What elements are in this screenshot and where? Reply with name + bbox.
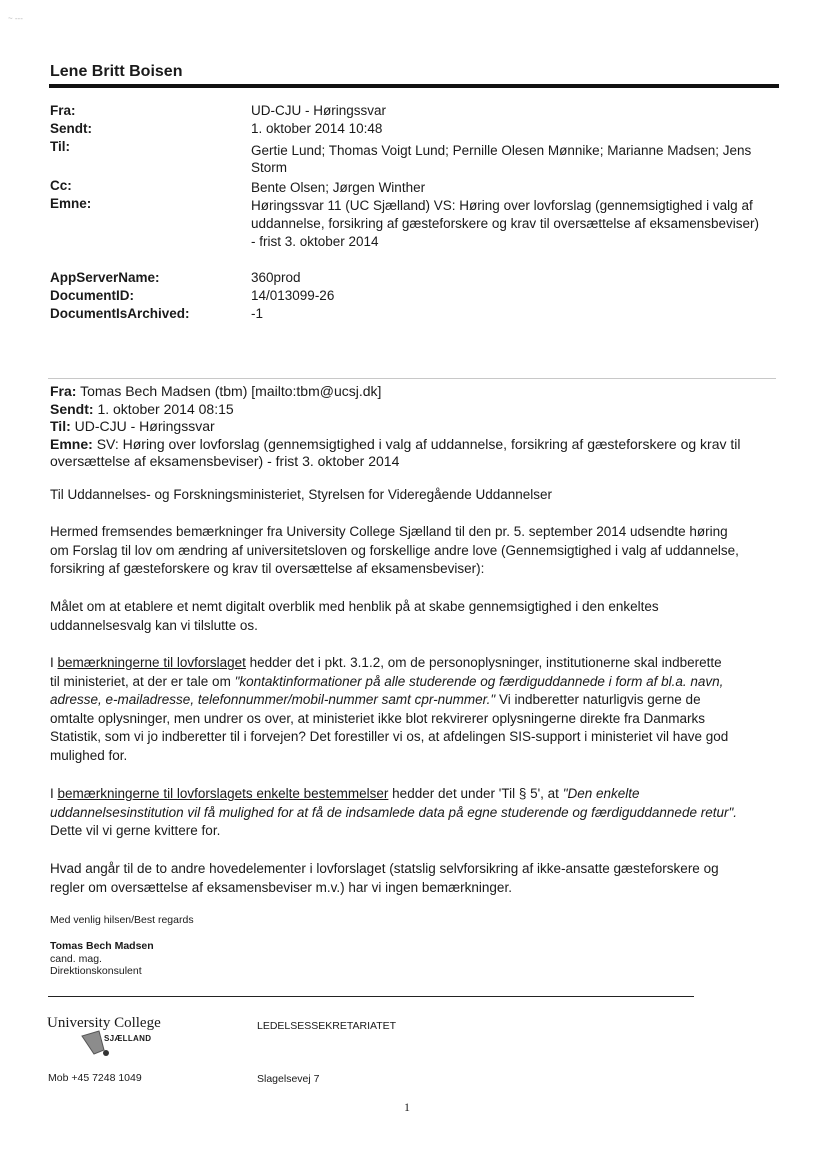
original-subject-label: Emne: <box>50 435 93 452</box>
body-paragraph-4 <box>50 785 770 841</box>
p1-line: om Forslag til lov om ændring af universitetsloven og forskellige andre love (Gennemsigtighed i valg af uddannelse, <box>50 542 739 558</box>
p5-line: Hvad angår til de to andre hovedelementer i lovforslaget (statslig selvforsikring af ikke-ansatte gæsteforskere og <box>50 861 719 876</box>
body-paragraph-2 <box>50 598 770 635</box>
sent-label: Sendt: <box>50 121 92 136</box>
p3-line <box>50 691 770 710</box>
p5-line: regler om oversættelse af eksamensbeviser m.v.) har vi ingen bemærkninger. <box>50 879 512 895</box>
app-server-value: 360prod <box>251 270 301 285</box>
p4-text: I <box>50 786 58 801</box>
body-paragraph-5 <box>50 860 770 897</box>
subject-line2: uddannelse, forsikring af gæsteforskere og krav til oversættelse af eksamensbeviser) <box>251 216 759 231</box>
logo-subtitle: SJÆLLAND <box>104 1034 152 1043</box>
signature-name: Tomas Bech Madsen <box>50 940 154 952</box>
to-label: Til: <box>50 139 70 154</box>
p3-text: hedder det i pkt. 3.1.2, om de personoplysninger, institutionerne skal indberette <box>245 655 722 670</box>
original-to-value: UD-CJU - Høringssvar <box>74 418 215 434</box>
original-to-label: Til: <box>50 418 71 434</box>
subject-line1: Høringssvar 11 (UC Sjælland) VS: Høring over lovforslag (gennemsigtighed i valg af <box>251 198 753 213</box>
p3-line <box>50 654 770 673</box>
p3-line: Statistik, som vi jo indberetter til i forvejen? Det forestiller vi os, at afdelingen SIS-support i ministeriet vil have god <box>50 729 729 745</box>
p3-text: til ministeriet, at der er tale om <box>50 673 235 689</box>
logo-dot-icon <box>103 1050 109 1056</box>
sender-name: Lene Britt Boisen <box>50 63 183 80</box>
p4-quote: uddannelsesinstitution vil få mulighed for at få de indsamlede data på egne studerende og færdiguddannede retur". <box>50 804 738 820</box>
p3-line <box>50 673 770 692</box>
original-message-header <box>50 383 780 471</box>
footer-mobile: Mob +45 7248 1049 <box>48 1072 142 1084</box>
footer-department: LEDELSESSEKRETARIATET <box>257 1020 397 1032</box>
to-value-line1: Gertie Lund; Thomas Voigt Lund; Pernille Olesen Mønnike; Marianne Madsen; Jens <box>251 143 752 158</box>
p4-line <box>50 804 770 823</box>
original-from-value: Tomas Bech Madsen (tbm) [mailto:tbm@ucsj.dk] <box>80 383 382 399</box>
document-id-label: DocumentID: <box>50 288 134 303</box>
signature-block <box>50 940 770 978</box>
original-subject-line-2 <box>50 453 780 471</box>
p1-line: forsikring af gæsteforskere og krav til oversættelse af eksamensbeviser): <box>50 561 485 577</box>
provisions-remarks-link[interactable]: bemærkningerne til lovforslagets enkelte bestemmelser <box>57 786 389 801</box>
to-value-line2: Storm <box>251 160 288 175</box>
app-server-label: AppServerName: <box>50 270 160 285</box>
p2-line: uddannelsesvalg kan vi tilslutte os. <box>50 617 258 633</box>
original-subject-value-1: SV: Høring over lovforslag (gennemsigtighed i valg af uddannelse, forsikring af gæsteforskere og krav til <box>96 435 741 452</box>
p3-quote: "kontaktinformationer på alle studerende og færdiguddannede i form af bl.a. navn, <box>234 673 724 689</box>
forward-divider <box>48 378 776 379</box>
p2-line: Målet om at etablere et nemt digitalt overblik med henblik på at skabe gennemsigtighed i den enkeltes <box>50 599 659 614</box>
signature-closing: Med venlig hilsen/Best regards <box>50 914 194 926</box>
original-from-label: Fra: <box>50 383 77 399</box>
original-sent-value: 1. oktober 2014 08:15 <box>97 400 234 417</box>
original-to-line <box>50 418 780 436</box>
p3-text: Vi indberetter naturligvis gerne de <box>495 692 701 708</box>
p3-text: I <box>50 655 58 670</box>
p4-line: Dette vil vi gerne kvittere for. <box>50 823 221 839</box>
from-label: Fra: <box>50 103 76 118</box>
sent-value: 1. oktober 2014 10:48 <box>251 121 383 136</box>
cc-label: Cc: <box>50 178 72 193</box>
body-paragraph-3 <box>50 654 770 766</box>
cc-value: Bente Olsen; Jørgen Winther <box>251 180 426 195</box>
subject-line3: - frist 3. oktober 2014 <box>251 234 379 249</box>
p4-line <box>50 785 770 804</box>
logo-text: University College <box>47 1015 161 1031</box>
p3-line: omtalte oplysninger, men undrer os over, at ministeriet ikke blot rekvirerer oplysningerne direkte fra Danmarks <box>50 710 706 726</box>
p4-quote: "Den enkelte <box>562 786 640 801</box>
p1-line: Hermed fremsendes bemærkninger fra University College Sjælland til den pr. 5. september 2014 udsendte høring <box>50 524 728 539</box>
body-paragraph-1 <box>50 523 770 579</box>
signature-divider <box>48 996 694 997</box>
footer-address: Slagelsevej 7 <box>257 1073 320 1085</box>
signature-title: Direktionskonsulent <box>50 965 142 977</box>
subject-label: Emne: <box>50 196 92 211</box>
original-sent-label: Sendt: <box>50 400 94 417</box>
p4-text: hedder det under 'Til § 5', at <box>388 786 563 801</box>
p3-line: mulighed for. <box>50 747 128 763</box>
original-from-line <box>50 383 780 401</box>
document-archived-label: DocumentIsArchived: <box>50 306 190 321</box>
from-value: UD-CJU - Høringssvar <box>251 103 386 118</box>
original-sent-line <box>50 401 780 419</box>
remarks-link[interactable]: bemærkningerne til lovforslaget <box>57 655 246 670</box>
body-greeting: Til Uddannelses- og Forskningsministeriet, Styrelsen for Videregående Uddannelser <box>50 487 553 502</box>
original-subject-value-2: oversættelse af eksamensbeviser) - frist 3. oktober 2014 <box>50 453 400 469</box>
original-subject-line <box>50 436 780 454</box>
signature-degree: cand. mag. <box>50 952 102 965</box>
page-number: 1 <box>404 1100 410 1114</box>
document-id-value: 14/013099-26 <box>251 288 335 303</box>
p3-quote: adresse, e-mailadresse, telefonnummer/mobil-nummer samt cpr-nummer." <box>50 692 496 708</box>
document-archived-value: -1 <box>251 306 264 321</box>
header-divider <box>49 84 779 88</box>
scan-artifact: ~ --- <box>8 14 23 23</box>
